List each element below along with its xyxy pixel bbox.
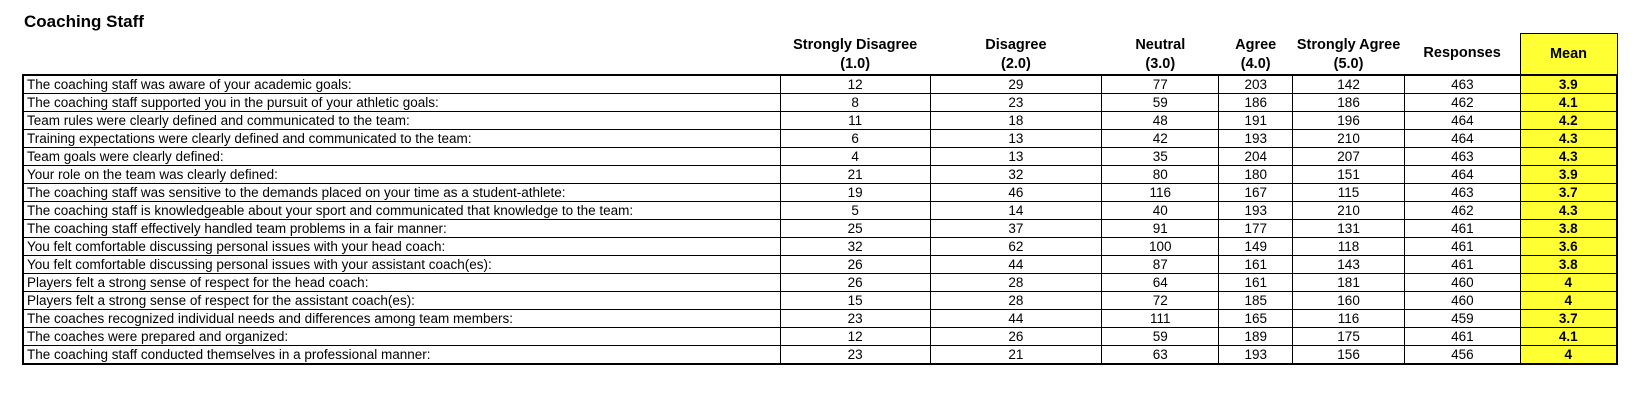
disagree-count: 14	[930, 202, 1101, 220]
agree-count: 161	[1219, 274, 1292, 292]
mean-value: 3.9	[1520, 75, 1617, 94]
strongly-disagree-count: 15	[780, 292, 930, 310]
disagree-count: 44	[930, 310, 1101, 328]
neutral-count: 59	[1102, 328, 1219, 346]
strongly-disagree-count: 8	[780, 94, 930, 112]
mean-value: 3.9	[1520, 166, 1617, 184]
disagree-count: 13	[930, 130, 1101, 148]
column-header-disagree	[930, 34, 1101, 76]
column-header-weight: (5.0)	[1333, 56, 1364, 72]
strongly-agree-count: 160	[1292, 292, 1404, 310]
strongly-disagree-count: 26	[780, 256, 930, 274]
question-cell: Your role on the team was clearly defined:	[23, 166, 780, 184]
neutral-count: 40	[1102, 202, 1219, 220]
table-row	[23, 94, 1617, 112]
table-body	[23, 75, 1617, 364]
question-cell: The coaching staff supported you in the pursuit of your athletic goals:	[23, 94, 780, 112]
responses-count: 462	[1405, 94, 1520, 112]
strongly-disagree-count: 6	[780, 130, 930, 148]
question-cell: Players felt a strong sense of respect for the head coach:	[23, 274, 780, 292]
disagree-count: 28	[930, 292, 1101, 310]
agree-count: 177	[1219, 220, 1292, 238]
column-header-weight: (3.0)	[1145, 56, 1176, 72]
question-cell: The coaches recognized individual needs and differences among team members:	[23, 310, 780, 328]
mean-value: 4	[1520, 274, 1617, 292]
strongly-disagree-count: 12	[780, 328, 930, 346]
agree-count: 149	[1219, 238, 1292, 256]
mean-value: 4	[1520, 346, 1617, 365]
disagree-count: 23	[930, 94, 1101, 112]
strongly-agree-count: 210	[1292, 202, 1404, 220]
neutral-count: 111	[1102, 310, 1219, 328]
neutral-count: 116	[1102, 184, 1219, 202]
disagree-count: 13	[930, 148, 1101, 166]
strongly-agree-count: 196	[1292, 112, 1404, 130]
agree-count: 203	[1219, 75, 1292, 94]
strongly-disagree-count: 4	[780, 148, 930, 166]
mean-value: 3.8	[1520, 256, 1617, 274]
agree-count: 185	[1219, 292, 1292, 310]
question-cell: The coaching staff is knowledgeable about your sport and communicated that knowledge to the team:	[23, 202, 780, 220]
question-cell: You felt comfortable discussing personal issues with your head coach:	[23, 238, 780, 256]
column-header-label: Strongly Disagree	[793, 37, 918, 53]
column-header-responses: Responses	[1423, 45, 1501, 62]
mean-value: 3.8	[1520, 220, 1617, 238]
agree-count: 193	[1219, 130, 1292, 148]
strongly-agree-count: 142	[1292, 75, 1404, 94]
column-header-label: Disagree	[985, 37, 1047, 53]
strongly-agree-count: 118	[1292, 238, 1404, 256]
mean-value: 3.7	[1520, 184, 1617, 202]
section-title: Coaching Staff	[24, 12, 144, 31]
responses-count: 464	[1405, 112, 1520, 130]
question-column-header	[23, 34, 780, 76]
agree-count: 193	[1219, 202, 1292, 220]
mean-value: 4.1	[1520, 94, 1617, 112]
strongly-disagree-count: 11	[780, 112, 930, 130]
strongly-agree-count: 115	[1292, 184, 1404, 202]
column-header-strongly-agree	[1292, 34, 1404, 76]
column-header-neutral	[1102, 34, 1219, 76]
table-row	[23, 130, 1617, 148]
responses-count: 463	[1405, 75, 1520, 94]
neutral-count: 35	[1102, 148, 1219, 166]
strongly-agree-count: 156	[1292, 346, 1404, 365]
column-header-label: Strongly Agree	[1296, 37, 1401, 53]
agree-count: 186	[1219, 94, 1292, 112]
strongly-disagree-count: 19	[780, 184, 930, 202]
strongly-disagree-count: 25	[780, 220, 930, 238]
strongly-disagree-count: 21	[780, 166, 930, 184]
agree-count: 189	[1219, 328, 1292, 346]
responses-count: 461	[1405, 328, 1520, 346]
column-header-weight: (1.0)	[840, 56, 871, 72]
strongly-agree-count: 207	[1292, 148, 1404, 166]
question-cell: Players felt a strong sense of respect for the assistant coach(es):	[23, 292, 780, 310]
coaching-staff-table	[22, 33, 1618, 365]
mean-value: 4.3	[1520, 130, 1617, 148]
mean-value: 4.3	[1520, 148, 1617, 166]
disagree-count: 18	[930, 112, 1101, 130]
table-row	[23, 328, 1617, 346]
neutral-count: 64	[1102, 274, 1219, 292]
mean-value: 4	[1520, 292, 1617, 310]
strongly-agree-count: 143	[1292, 256, 1404, 274]
responses-count: 456	[1405, 346, 1520, 365]
neutral-count: 91	[1102, 220, 1219, 238]
table-row	[23, 166, 1617, 184]
table-row	[23, 346, 1617, 365]
table-row	[23, 292, 1617, 310]
responses-count: 459	[1405, 310, 1520, 328]
question-cell: Training expectations were clearly defined and communicated to the team:	[23, 130, 780, 148]
mean-value: 3.7	[1520, 310, 1617, 328]
mean-value: 4.3	[1520, 202, 1617, 220]
agree-count: 167	[1219, 184, 1292, 202]
question-cell: Team rules were clearly defined and communicated to the team:	[23, 112, 780, 130]
strongly-disagree-count: 23	[780, 310, 930, 328]
agree-count: 193	[1219, 346, 1292, 365]
table-row	[23, 220, 1617, 238]
agree-count: 165	[1219, 310, 1292, 328]
table-row	[23, 184, 1617, 202]
strongly-agree-count: 210	[1292, 130, 1404, 148]
column-header-label: Agree	[1235, 37, 1277, 53]
responses-count: 463	[1405, 148, 1520, 166]
strongly-agree-count: 181	[1292, 274, 1404, 292]
question-cell: You felt comfortable discussing personal issues with your assistant coach(es):	[23, 256, 780, 274]
mean-value: 4.1	[1520, 328, 1617, 346]
strongly-disagree-count: 23	[780, 346, 930, 365]
neutral-count: 80	[1102, 166, 1219, 184]
strongly-agree-count: 116	[1292, 310, 1404, 328]
strongly-agree-count: 151	[1292, 166, 1404, 184]
question-cell: The coaching staff effectively handled team problems in a fair manner:	[23, 220, 780, 238]
neutral-count: 42	[1102, 130, 1219, 148]
question-cell: Team goals were clearly defined:	[23, 148, 780, 166]
neutral-count: 100	[1102, 238, 1219, 256]
disagree-count: 37	[930, 220, 1101, 238]
strongly-disagree-count: 5	[780, 202, 930, 220]
strongly-agree-count: 131	[1292, 220, 1404, 238]
strongly-disagree-count: 26	[780, 274, 930, 292]
question-cell: The coaching staff conducted themselves in a professional manner:	[23, 346, 780, 365]
disagree-count: 44	[930, 256, 1101, 274]
column-header-weight: (2.0)	[1000, 56, 1031, 72]
column-header-strongly-disagree	[780, 34, 930, 76]
column-header-weight: (4.0)	[1240, 56, 1271, 72]
column-header-agree	[1219, 34, 1292, 76]
responses-count: 461	[1405, 256, 1520, 274]
mean-value: 4.2	[1520, 112, 1617, 130]
responses-count: 462	[1405, 202, 1520, 220]
neutral-count: 87	[1102, 256, 1219, 274]
table-row	[23, 310, 1617, 328]
agree-count: 204	[1219, 148, 1292, 166]
strongly-agree-count: 186	[1292, 94, 1404, 112]
disagree-count: 32	[930, 166, 1101, 184]
strongly-disagree-count: 12	[780, 75, 930, 94]
table-row	[23, 274, 1617, 292]
table-row	[23, 112, 1617, 130]
strongly-agree-count: 175	[1292, 328, 1404, 346]
neutral-count: 72	[1102, 292, 1219, 310]
column-header-mean: Mean	[1520, 34, 1617, 76]
question-cell: The coaching staff was aware of your academic goals:	[23, 75, 780, 94]
table-header-row	[23, 34, 1617, 76]
strongly-disagree-count: 32	[780, 238, 930, 256]
neutral-count: 77	[1102, 75, 1219, 94]
disagree-count: 26	[930, 328, 1101, 346]
agree-count: 161	[1219, 256, 1292, 274]
column-header-label: Neutral	[1135, 37, 1186, 53]
disagree-count: 21	[930, 346, 1101, 365]
question-cell: The coaches were prepared and organized:	[23, 328, 780, 346]
agree-count: 191	[1219, 112, 1292, 130]
table-row	[23, 202, 1617, 220]
disagree-count: 62	[930, 238, 1101, 256]
disagree-count: 28	[930, 274, 1101, 292]
neutral-count: 63	[1102, 346, 1219, 365]
table-row	[23, 256, 1617, 274]
responses-count: 463	[1405, 184, 1520, 202]
table-row	[23, 148, 1617, 166]
table-row	[23, 238, 1617, 256]
neutral-count: 59	[1102, 94, 1219, 112]
disagree-count: 29	[930, 75, 1101, 94]
agree-count: 180	[1219, 166, 1292, 184]
responses-count: 460	[1405, 292, 1520, 310]
question-cell: The coaching staff was sensitive to the demands placed on your time as a student-athlete:	[23, 184, 780, 202]
table-row	[23, 75, 1617, 94]
responses-count: 461	[1405, 238, 1520, 256]
responses-count: 464	[1405, 166, 1520, 184]
disagree-count: 46	[930, 184, 1101, 202]
responses-count: 464	[1405, 130, 1520, 148]
responses-count: 461	[1405, 220, 1520, 238]
mean-value: 3.6	[1520, 238, 1617, 256]
responses-count: 460	[1405, 274, 1520, 292]
neutral-count: 48	[1102, 112, 1219, 130]
